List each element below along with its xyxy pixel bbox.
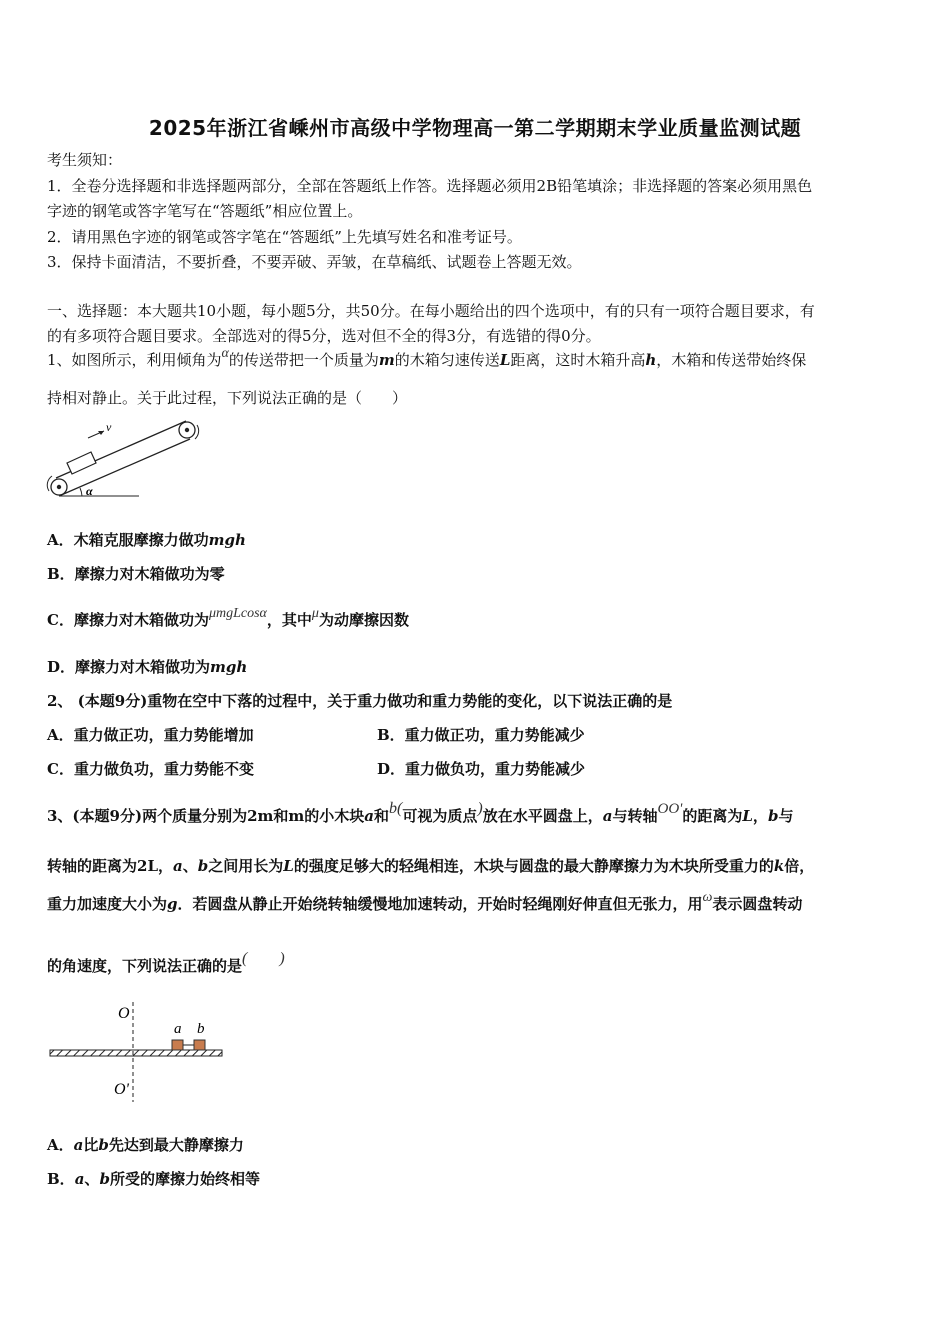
section-instructions: 一、选择题：本大题共10小题，每小题5分，共50分。在每小题给出的四个选项中，有的只有一项符合题目要求，有 — [47, 302, 815, 320]
axis-label-bottom: O' — [114, 1081, 129, 1098]
notice-heading: 考生须知： — [47, 151, 123, 169]
question-3-stem: 的角速度，下列说法正确的是( ) — [47, 950, 285, 975]
question-2-options-row — [47, 759, 907, 779]
question-3-stem: 3、(本题9分)两个质量分别为2m和m的小木块a和b(可视为质点)放在水平圆盘上，a与转轴OO'的距离为L，b与 — [47, 800, 794, 825]
notice-item: 字迹的钢笔或答字笔写在“答题纸”相应位置上。 — [47, 202, 363, 220]
page-title: 2025年浙江省嵊州市高级中学物理高一第二学期期末学业质量监测试题 — [148, 116, 802, 140]
question-1-option-a: A．木箱克服摩擦力做功mgh — [47, 531, 246, 549]
block-a-label: a — [174, 1021, 182, 1037]
rotating-disk-figure — [46, 998, 226, 1106]
block-b-label: b — [197, 1021, 205, 1037]
question-2-options-row — [47, 725, 907, 745]
question-1-option-d: D．摩擦力对木箱做功为mgh — [47, 658, 248, 676]
conveyor-belt-figure — [44, 416, 209, 501]
axis-label-top: O — [118, 1005, 130, 1022]
question-2-option-a: A．重力做正功，重力势能增加 — [47, 726, 254, 744]
question-2-option-d: D．重力做负功，重力势能减少 — [377, 760, 586, 778]
notice-item: 2．请用黑色字迹的钢笔或答字笔在“答题纸”上先填写姓名和准考证号。 — [47, 228, 522, 246]
question-3-stem: 转轴的距离为2L，a、b之间用长为L的强度足够大的轻绳相连，木块与圆盘的最大静摩擦力为木块所受重力的k倍， — [47, 857, 815, 875]
question-2-stem: 2、 (本题9分)重物在空中下落的过程中，关于重力做功和重力势能的变化，以下说法正确的是 — [47, 692, 673, 710]
question-1-stem: 持相对静止。关于此过程，下列说法正确的是（ ） — [47, 389, 408, 407]
angle-label: α — [86, 484, 93, 498]
question-3-option-b: B．a、b所受的摩擦力始终相等 — [47, 1170, 260, 1188]
question-1-option-b: B．摩擦力对木箱做功为零 — [47, 565, 225, 583]
question-2-option-b: B．重力做正功，重力势能减少 — [377, 726, 585, 744]
notice-item: 3．保持卡面清洁，不要折叠，不要弄破、弄皱，在草稿纸、试题卷上答题无效。 — [47, 253, 582, 271]
question-3-option-a: A．a比b先达到最大静摩擦力 — [47, 1136, 244, 1154]
notice-item: 1．全卷分选择题和非选择题两部分，全部在答题纸上作答。选择题必须用2B铅笔填涂；非选择题的答案必须用黑色 — [47, 177, 813, 195]
question-1-option-c: C．摩擦力对木箱做功为μmgLcosα，其中μ为动摩擦因数 — [47, 606, 409, 629]
question-2-option-c: C．重力做负功，重力势能不变 — [47, 760, 254, 778]
question-1-stem: 1、如图所示，利用倾角为α的传送带把一个质量为m的木箱匀速传送L距离，这时木箱升高h，木箱和传送带始终保 — [47, 346, 807, 369]
velocity-label: v — [106, 420, 112, 434]
question-3-stem: 重力加速度大小为g．若圆盘从静止开始绕转轴缓慢地加速转动，开始时轻绳刚好伸直但无张力，用ω表示圆盘转动 — [47, 890, 803, 913]
section-instructions: 的有多项符合题目要求。全部选对的得5分，选对但不全的得3分，有选错的得0分。 — [47, 327, 601, 345]
